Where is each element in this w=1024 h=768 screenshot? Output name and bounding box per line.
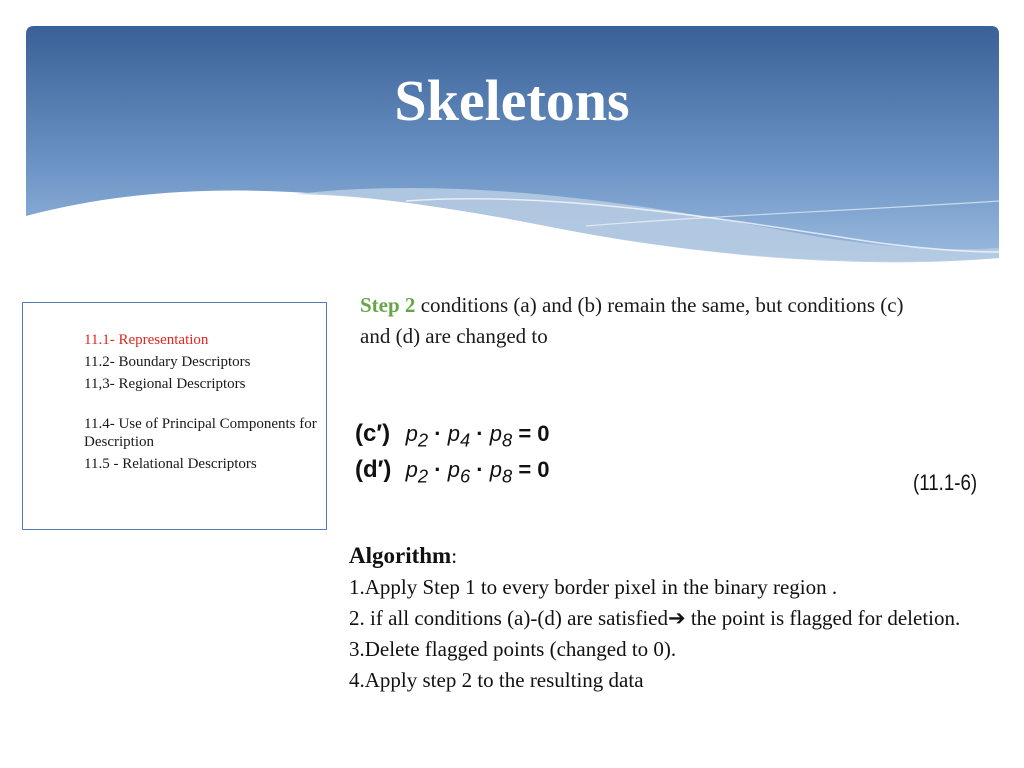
arrow-right-icon: ➔ [667, 606, 686, 630]
toc-item-regional-descriptors[interactable]: 11,3- Regional Descriptors [84, 376, 246, 392]
slide-title: Skeletons [394, 68, 630, 133]
equation-block [355, 418, 995, 508]
toc-item-principal-components[interactable]: 11.4- Use of Principal Components for Description [84, 416, 317, 450]
algorithm-line-1: 1.Apply Step 1 to every border pixel in the binary region . [349, 575, 838, 599]
algorithm-line-3: 4.Apply step 2 to the resulting data [349, 668, 644, 692]
algorithm-block [349, 540, 989, 696]
title-banner [26, 26, 999, 288]
algorithm-line-2: 2. if all conditions (a)-(d) are satisfied➔ the point is flagged for deletion. 3.Delete flagged points (changed to 0). [349, 606, 961, 661]
step-label: Step 2 [360, 293, 416, 317]
step-2-description [360, 290, 920, 352]
toc-panel [22, 302, 327, 530]
algorithm-title: Algorithm [349, 543, 452, 568]
equation-d-tag: (d′) [355, 456, 392, 483]
step-text: conditions (a) and (b) remain the same, but conditions (c) and (d) are changed to [360, 293, 904, 348]
equation-number: (11.1-6) [913, 470, 978, 495]
equation-c-tag: (c′) [355, 420, 391, 447]
equation-d-prime: (d′) $p_2 \cdot p_6 \cdot p_8 = 0$ [355, 456, 550, 487]
banner-background [26, 26, 999, 288]
toc-item-relational-descriptors[interactable]: 11.5 - Relational Descriptors [84, 456, 257, 472]
algorithm-colon: : [451, 544, 458, 568]
equation-c-prime: (c′) $p_2 \cdot p_4 \cdot p_8 = 0$ [355, 420, 550, 451]
toc-item-boundary-descriptors[interactable]: 11.2- Boundary Descriptors [84, 354, 251, 370]
toc-item-representation[interactable]: 11.1- Representation [84, 332, 209, 348]
toc-list [84, 331, 324, 473]
